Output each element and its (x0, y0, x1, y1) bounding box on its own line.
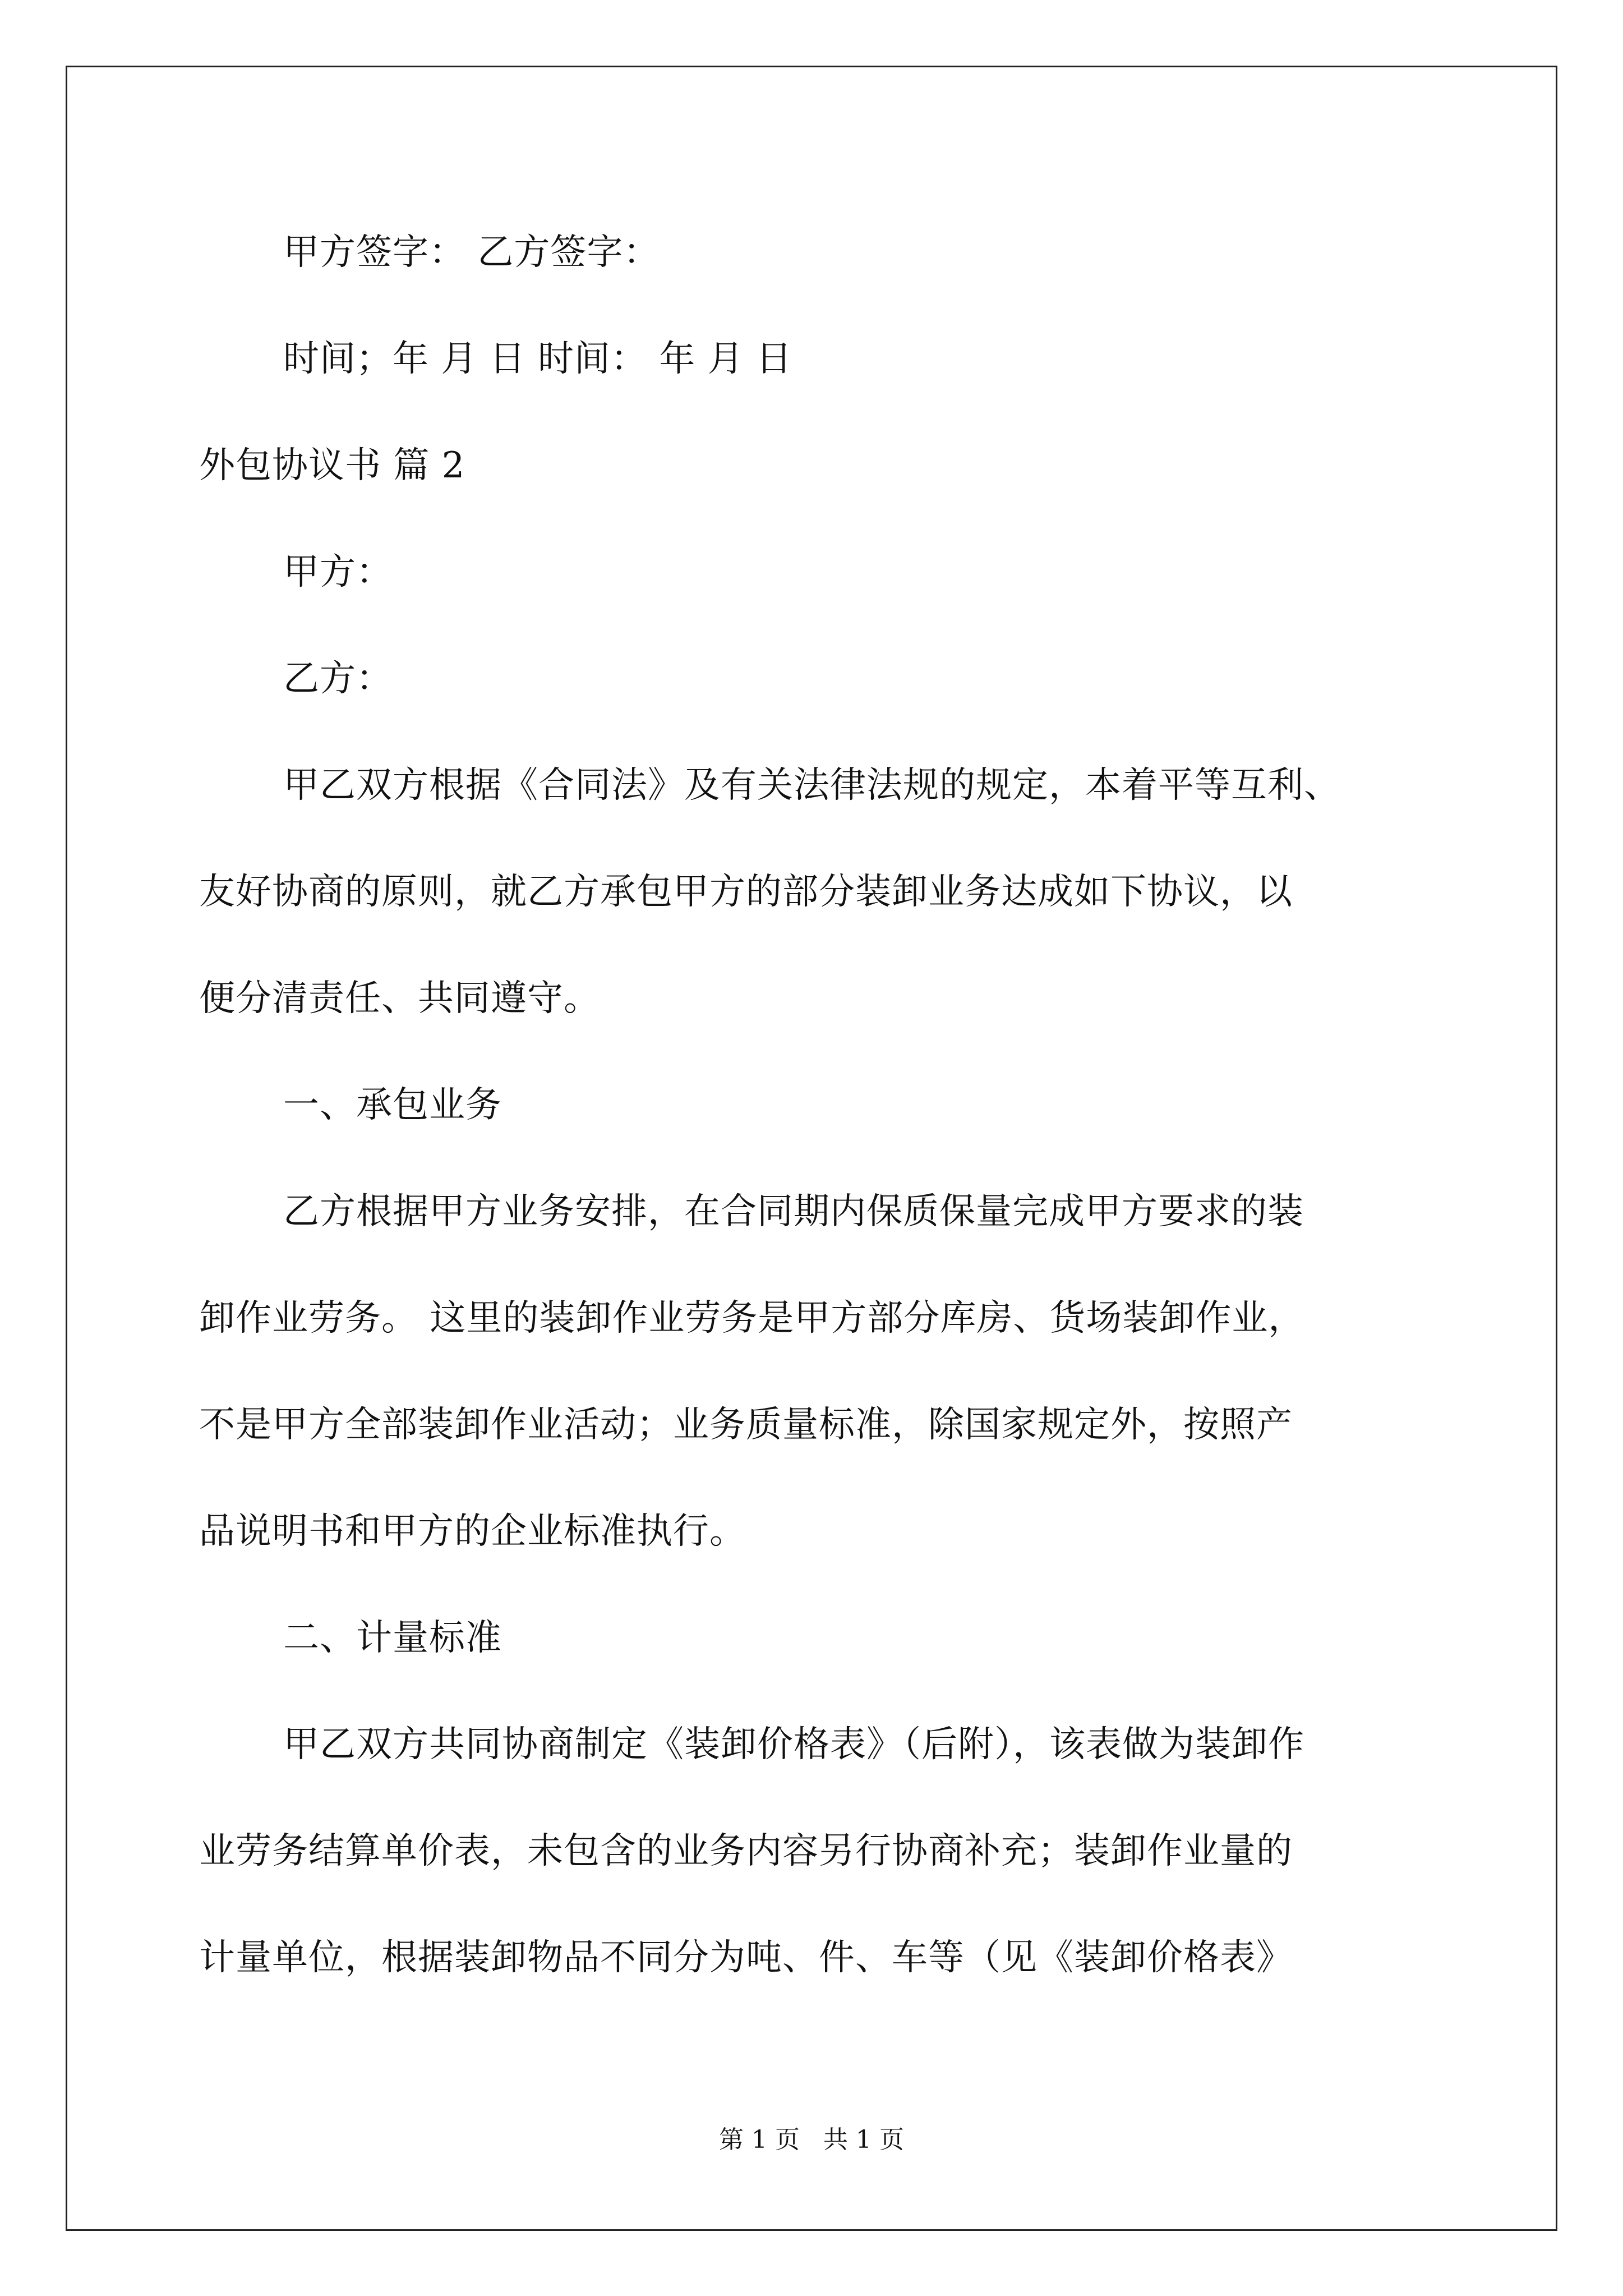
party-b-line: 乙方： (283, 658, 393, 700)
section-title: 外包协议书 篇 2 (199, 445, 465, 486)
page-footer: 第 1 页 共 1 页 (719, 2125, 904, 2154)
date-line: 时间；年 月 日 时间： 年 月 日 (283, 338, 793, 380)
body-line: 不是甲方全部装卸作业活动；业务质量标准，除国家规定外，按照产 (199, 1404, 1293, 1446)
body-line: 便分清责任、共同遵守。 (199, 978, 600, 1019)
body-line: 甲乙双方根据《合同法》及有关法律法规的规定，本着平等互利、 (283, 765, 1340, 806)
body-line: 友好协商的原则，就乙方承包甲方的部分装卸业务达成如下协议，以 (199, 871, 1293, 913)
heading-contract-business: 一、承包业务 (283, 1084, 502, 1126)
heading-measurement-standard: 二、计量标准 (283, 1617, 502, 1659)
party-a-line: 甲方： (283, 551, 393, 593)
body-line: 卸作业劳务。 这里的装卸作业劳务是甲方部分库房、货场装卸作业， (199, 1297, 1305, 1339)
body-line: 乙方根据甲方业务安排，在合同期内保质保量完成甲方要求的装 (283, 1191, 1304, 1232)
body-line: 甲乙双方共同协商制定《装卸价格表》（后附），该表做为装卸作 (283, 1724, 1304, 1765)
body-line: 计量单位，根据装卸物品不同分为吨、件、车等（见《装卸价格表》 (199, 1937, 1293, 1978)
signature-line: 甲方签字： 乙方签字： (283, 232, 660, 273)
body-line: 品说明书和甲方的企业标准执行。 (199, 1511, 746, 1552)
body-line: 业劳务结算单价表，未包含的业务内容另行协商补充；装卸作业量的 (199, 1830, 1293, 1872)
page-border (66, 66, 1557, 2231)
